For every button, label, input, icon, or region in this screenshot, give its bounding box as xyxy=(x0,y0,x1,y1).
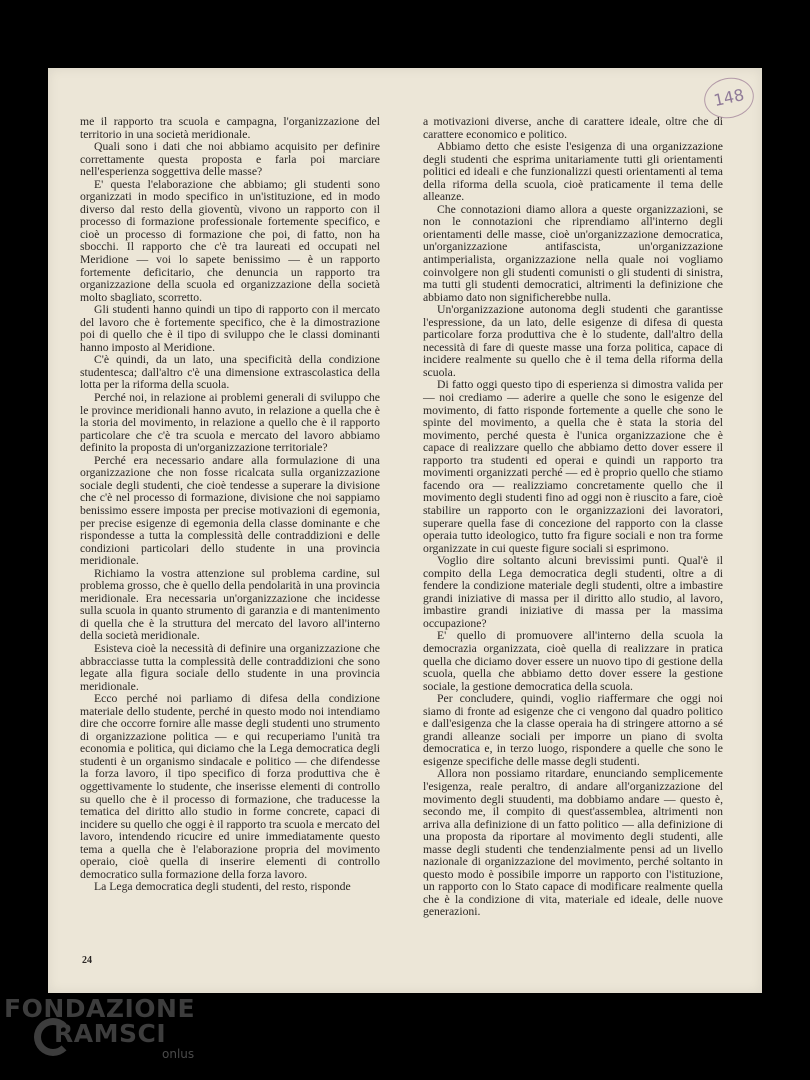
paragraph: Quali sono i dati che noi abbiamo acquisito per definire correttamente questa proposta e farla poi marciare nell'esperienza soggettiva delle masse? xyxy=(80,140,380,179)
paragraph: Un'organizzazione autonoma degli studenti che garantisse l'espressione, da un lato, delle esigenze di difesa di questa particolare forza produttiva che è lo studente, dall'altro della necessità di fare di queste masse una forza politica, capace di incidere realmente su quello che è il tema della riforma della scuola. xyxy=(423,303,723,379)
archive-stamp: 148 xyxy=(700,73,757,123)
paragraph: Che connotazioni diamo allora a queste organizzazioni, se non le connotazioni che riprendiamo all'interno degli orientamenti delle masse, cioè un'organizzazione democratica, un'organizzazione antifascista, un'organizzazione antimperialista, organizzazione nella quale noi vogliamo coinvolgere non gli studenti comunisti o gli studenti di sinistra, ma tutti gli studenti democratici, altrimenti la definizione che abbiamo dato non significherebbe nulla. xyxy=(423,202,723,304)
scanned-page xyxy=(48,68,762,993)
right-column xyxy=(423,116,723,919)
logo-line-3: onlus xyxy=(162,1047,195,1061)
paragraph: Gli studenti hanno quindi un tipo di rapporto con il mercato del lavoro che è fortemente specifico, che è la dimostrazione poi di quello che è il tipo di sviluppo che le classi dominanti hanno imposto al Meridione. xyxy=(80,303,380,354)
paragraph: Allora non possiamo ritardare, enunciando semplicemente l'esigenza, reale peraltro, di andare all'organizzazione del movimento degli stuudenti, ma dobbiamo andare — questo è, secondo me, il compito di quest'assemblea, altrimenti non arriva alla definizione di un fatto politico — alla definizione di una proposta da riportare al movimento degli studenti, alle masse degli studenti che tendenzialmente pensi ad un livello nazionale di organizzazione del movimento, perché soltanto in questo modo è possibile imporre un rapporto con l'istituzione, un rapporto con lo Stato capace di modificare realmente quella che è la condizione di vita, materiale ed ideale, delle nuove generazioni. xyxy=(423,767,723,919)
paragraph: Per concludere, quindi, voglio riaffermare che oggi noi siamo di fronte ad esigenze che ci vengono dal quadro politico e dall'esigenza che la classe operaia ha di stringere attorno a sé grandi alleanze sociali per imporre un piano di svolta democratica e, in terzo luogo, rispondere a quelle che sono le esigenze specifiche delle masse degli studenti. xyxy=(423,692,723,768)
paragraph: me il rapporto tra scuola e campagna, l'organizzazione del territorio in una società meridionale. xyxy=(80,115,380,141)
fondazione-gramsci-logo xyxy=(4,992,209,1077)
paragraph: Richiamo la vostra attenzione sul problema cardine, sul problema grosso, che è quello della pendolarità in una provincia meridionale. Era necessaria un'organizzazione che incidesse sulla scuola in quanto strumento di garanzia e di mantenimento di quella che è la struttura del mercato del lavoro all'interno della società meridionale. xyxy=(80,566,380,643)
paragraph: E' quello di promuovere all'interno della scuola la democrazia organizzata, cioè quella di realizzare in pratica quella che diciamo dover essere un nuovo tipo di gestione della scuola, quella che abbiamo detto dover essere la gestione sociale, la gestione democratica della scuola. xyxy=(423,629,723,693)
paragraph: Voglio dire soltanto alcuni brevissimi punti. Qual'è il compito della Lega democratica degli studenti, oltre a di fendere la condizione materiale degli studenti, oltre a imbastire grandi iniziative di massa per il diritto allo studio, al lavoro, imbastire grandi iniziative di massa per la massima occupazione? xyxy=(423,554,723,630)
paragraph: Abbiamo detto che esiste l'esigenza di una organizzazione degli studenti che esprima unitariamente tutti gli orientamenti politici ed ideali e che funzionalizzi questi orientamenti al tema della riforma della scuola, cioè praticamente il tema delle alleanze. xyxy=(423,140,723,204)
paragraph: a motivazioni diverse, anche di carattere ideale, oltre che di carattere economico e politico. xyxy=(423,115,723,141)
paragraph: C'è quindi, da un lato, una specificità della condizione studentesca; dall'altro c'è una dimensione extrascolastica della lotta per la riforma della scuola. xyxy=(80,353,380,392)
logo-line-1: FONDAZIONE xyxy=(4,994,196,1023)
paragraph: La Lega democratica degli studenti, del resto, risponde xyxy=(94,880,351,894)
paragraph: Perché noi, in relazione ai problemi generali di sviluppo che le province meridionali hanno avuto, in relazione a quella che è la storia del movimento, in relazione a quello che è il rapporto particolare che c'è tra scuola e mercato del lavoro abbiamo definito la proposta di un'organizzazione territoriale? xyxy=(80,391,380,455)
paragraph: Esisteva cioè la necessità di definire una organizzazione che abbracciasse tutta la complessità delle contraddizioni che sono legate alla figura sociale dello studente in una provincia meridionale. xyxy=(80,641,380,693)
paragraph: Perché era necessario andare alla formulazione di una organizzazione che non fosse ricalcata sulla organizzazione sociale degli studenti, che cioè tendesse a superare la divisione che c'è nel processo di formazione, divisione che noi sappiamo benissimo essere imposta per precise motivazioni di egemonia, per precise esigenze di egemonia della classe dominante e che rispondesse a tutta la complessità delle contraddizioni e delle condizioni particolari dello studente in una provincia meridionale. xyxy=(80,453,380,568)
paragraph: Ecco perché noi parliamo di difesa della condizione materiale dello studente, perché in questo modo noi intendiamo dire che occorre fornire alle masse degli studenti uno strumento di organizzazione politica — e qui recuperiamo l'unità tra economia e politica, qui diciamo che la Lega democratica degli studenti è un organismo sindacale e politico — che difendesse la forza lavoro, il tipo specifico di forza produttiva che è oggettivamente lo studente, che inserisse elementi di controllo su quello che è il processo di formazione, che traducesse la tematica del diritto allo studio in forme concrete, capaci di incidere su quello che oggi è il rapporto tra scuola e mercato del lavoro, intendendo ricucire ed unire immediatamente questo tema a quella che è l'elaborazione propria del movimento operaio, cioè quella di inserire elementi di controllo democratico sulla formazione della forza lavoro. xyxy=(80,692,380,881)
logo-line-2: RAMSCI xyxy=(54,1019,167,1048)
paragraph: Di fatto oggi questo tipo di esperienza si dimostra valida per — noi crediamo — aderire a quelle che sono le esigenze del movimento, di fatto risponde fortemente a quelle che sono le spinte del movimento, a quella che è stata la storia del movimento, perché questa è l'unica organizzazione che è capace di realizzare quello che abbiamo detto dover essere il rapporto tra studenti ed operai e quindi un rapporto tra movimenti organizzati perché — ed è proprio quello che stiamo facendo ora — realizziamo concretamente quello che il movimento degli studenti fino ad oggi non è riuscito a fare, cioè stabilire un rapporto con le organizzazioni dei lavoratori, superare quella fase di concezione del rapporto con la classe operaia tutto ideologico, tutto fra figure sociali e non tra forme organizzate in cui queste figure sociali si esprimono. xyxy=(423,378,723,555)
left-column xyxy=(80,116,380,894)
page-number: 24 xyxy=(82,955,92,966)
paragraph: E' questa l'elaborazione che abbiamo; gli studenti sono organizzati in modo specifico in un'istituzione, ed in modo diverso dal resto della gioventù, vivono un rapporto con il processo di formazione professionale fortemente specifico, e cioè un processo di formazione che poi, di fatto, non ha sbocchi. Il rapporto che c'è tra laureati ed occupati nel Meridione — voi lo sapete benissimo — è un rapporto fortemente deficitario, che denuncia un rapporto tra organizzazione della scuola ed organizzazione della società molto sbagliato, scorretto. xyxy=(80,177,380,304)
